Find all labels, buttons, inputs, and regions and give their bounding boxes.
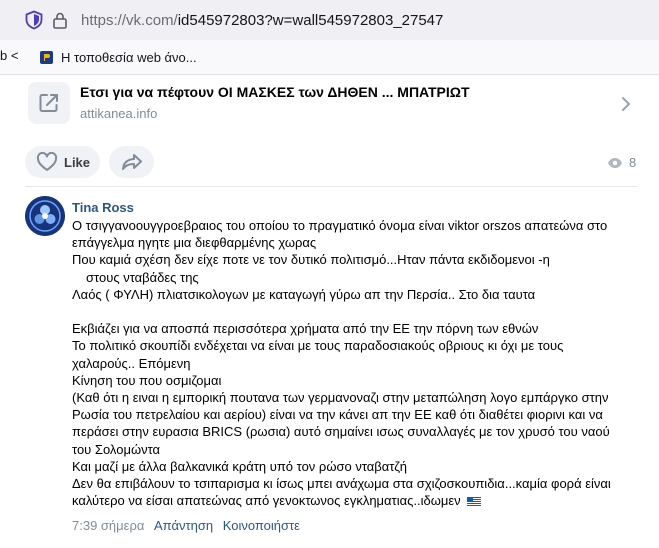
share-arrow-icon (121, 153, 143, 171)
like-label: Like (64, 154, 91, 170)
comment-line: Ρωσία του πετρελαίου και αερίου) είναι να την κάνει απ την ΕΕ καθ ότι διαθέτει φιορινι και να (72, 407, 603, 423)
bookmarks-bar (0, 40, 659, 75)
comment-line (72, 303, 642, 320)
greek-flag-icon (467, 497, 481, 506)
share-link[interactable]: Κοινοποιήστε (222, 518, 300, 533)
comment-line: Και μαζί με άλλα βαλκανικά κράτη υπό τον ρώσο νταβατζή (72, 458, 407, 474)
comment-line: χαλαρούς.. Επόμενη (72, 355, 191, 371)
lock-icon[interactable] (52, 11, 68, 29)
browser-chrome (0, 0, 659, 76)
comment-line: του Σολομώντα (72, 441, 161, 457)
bookmark-overflow[interactable]: b < (0, 48, 19, 63)
heart-icon (36, 152, 58, 172)
comment-line-last (72, 492, 642, 509)
external-link-icon (28, 82, 70, 124)
share-button[interactable] (109, 146, 154, 178)
comment-line: Το πολιτικό σκουπίδι ενδέχεται να είναι με τους παραδοσιακούς οβριους κι όχι με τους (72, 338, 564, 354)
url-path: id545972803?w=wall545972803_27547 (177, 12, 444, 29)
like-button[interactable] (25, 146, 100, 178)
divider (25, 186, 637, 187)
url-text[interactable] (81, 12, 443, 29)
comment-text (72, 217, 642, 509)
shield-icon[interactable] (24, 10, 44, 30)
address-bar[interactable] (0, 0, 659, 40)
comment-line: επάγγελμα ηγητε μια διεφθαρμένης χωρας (72, 235, 317, 251)
bookmark-label: Η τοποθεσία web άνο... (61, 49, 197, 65)
bookmark-favicon-icon (40, 51, 53, 64)
comment-line: Λαός ( ΦΥΛΗ) πλιατσικολογων με καταγωγή γύρω απ την Περσία.. Στο δια ταυτα (72, 286, 536, 302)
reply-link[interactable]: Απάντηση (154, 518, 214, 533)
link-card[interactable] (25, 80, 637, 128)
comment-meta (72, 518, 300, 533)
avatar[interactable] (25, 196, 65, 236)
comment-author[interactable]: Tina Ross (72, 200, 134, 215)
comment-line: (Καθ ότι η ειναι η εμπορική πουτανα των γερμανοναζι στην μεταπώληση λογο εμπάργκο στην (72, 390, 609, 406)
chevron-right-icon[interactable] (621, 96, 631, 112)
comment-line: Δεν θα επιβάλουν το τσιπαρισμα κι ίσως μπει ανάχωμα στα σχιζοσκουπιδια...καμία φορά είναι (72, 476, 611, 492)
comment-time[interactable]: 7:39 σήμερα (72, 518, 145, 533)
comment-line: Κίνηση του που οσμιζομαι (72, 372, 222, 388)
bookmark-item[interactable] (40, 47, 197, 67)
comment-line: Που καμιά σχέση δεν είχε ποτε νε τον δυτικό πολιτισμό...Ηταν πάντα εκδιδομενοι -η (72, 252, 550, 268)
views-counter (607, 155, 636, 170)
url-origin: https://vk.com/ (81, 12, 178, 29)
link-card-title[interactable]: Ετσι για να πέφτουν ΟΙ ΜΑΣΚΕΣ των ΔΗΘΕΝ ... ΜΠΑΤΡΙΩΤ (80, 84, 470, 100)
comment-line: Εκβιάζει για να αποσπά περισσότερα χρήματα από την ΕΕ την πόρνη των εθνών (72, 321, 539, 337)
comment-line: στους νταβάδες της (86, 269, 199, 285)
eye-icon (607, 157, 623, 169)
comment-line: καλύτερο να είσαι απατεώνας από γενοκτωνος εγκληματιας..ιδωμεν (72, 493, 461, 509)
link-card-domain: attikanea.info (80, 106, 158, 121)
comment-line: περάσει στην ευρασια BRICS (ρωσια) αυτό σημαίνει ισως συναλλαγές με τον χρυσό του ναού (72, 424, 610, 440)
views-count: 8 (629, 155, 637, 170)
comment-line: Ο τσιγγανοουγγροεβραιος του οποίου το πραγματικό όνομα είναι viktor orszos απατεώνα στο (72, 218, 608, 233)
